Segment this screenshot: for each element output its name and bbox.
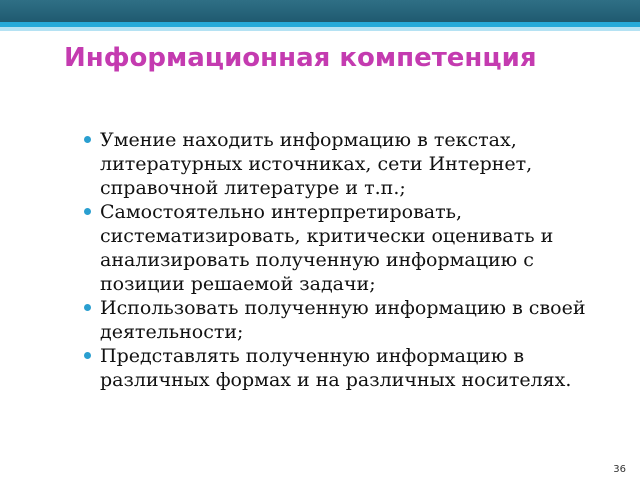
page-number: 36 [613, 464, 626, 475]
bullet-icon [84, 304, 91, 311]
bullet-text-1: Умение находить информацию в текстах, литературных источниках, сети Интернет, справочной литературе и т.п.; [100, 129, 533, 199]
header-band [0, 0, 640, 22]
bullet-text-3: Использовать полученную информацию в своей деятельности; [100, 297, 586, 343]
bullet-list [84, 128, 604, 392]
bullet-text-2: Самостоятельно интерпретировать, систематизировать, критически оценивать и анализировать полученную информацию с позиции решаемой задачи; [100, 201, 554, 295]
bullet-icon [84, 208, 91, 215]
bullet-item-3 [84, 296, 604, 344]
bullet-icon [84, 352, 91, 359]
bullet-text-4: Представлять полученную информацию в различных формах и на различных носителях. [100, 345, 572, 391]
bullet-item-4 [84, 344, 604, 392]
slide-title: Информационная компетенция [64, 43, 537, 73]
bullet-icon [84, 136, 91, 143]
bullet-item-2 [84, 200, 604, 296]
header-stripe-light [0, 27, 640, 31]
bullet-item-1 [84, 128, 604, 200]
